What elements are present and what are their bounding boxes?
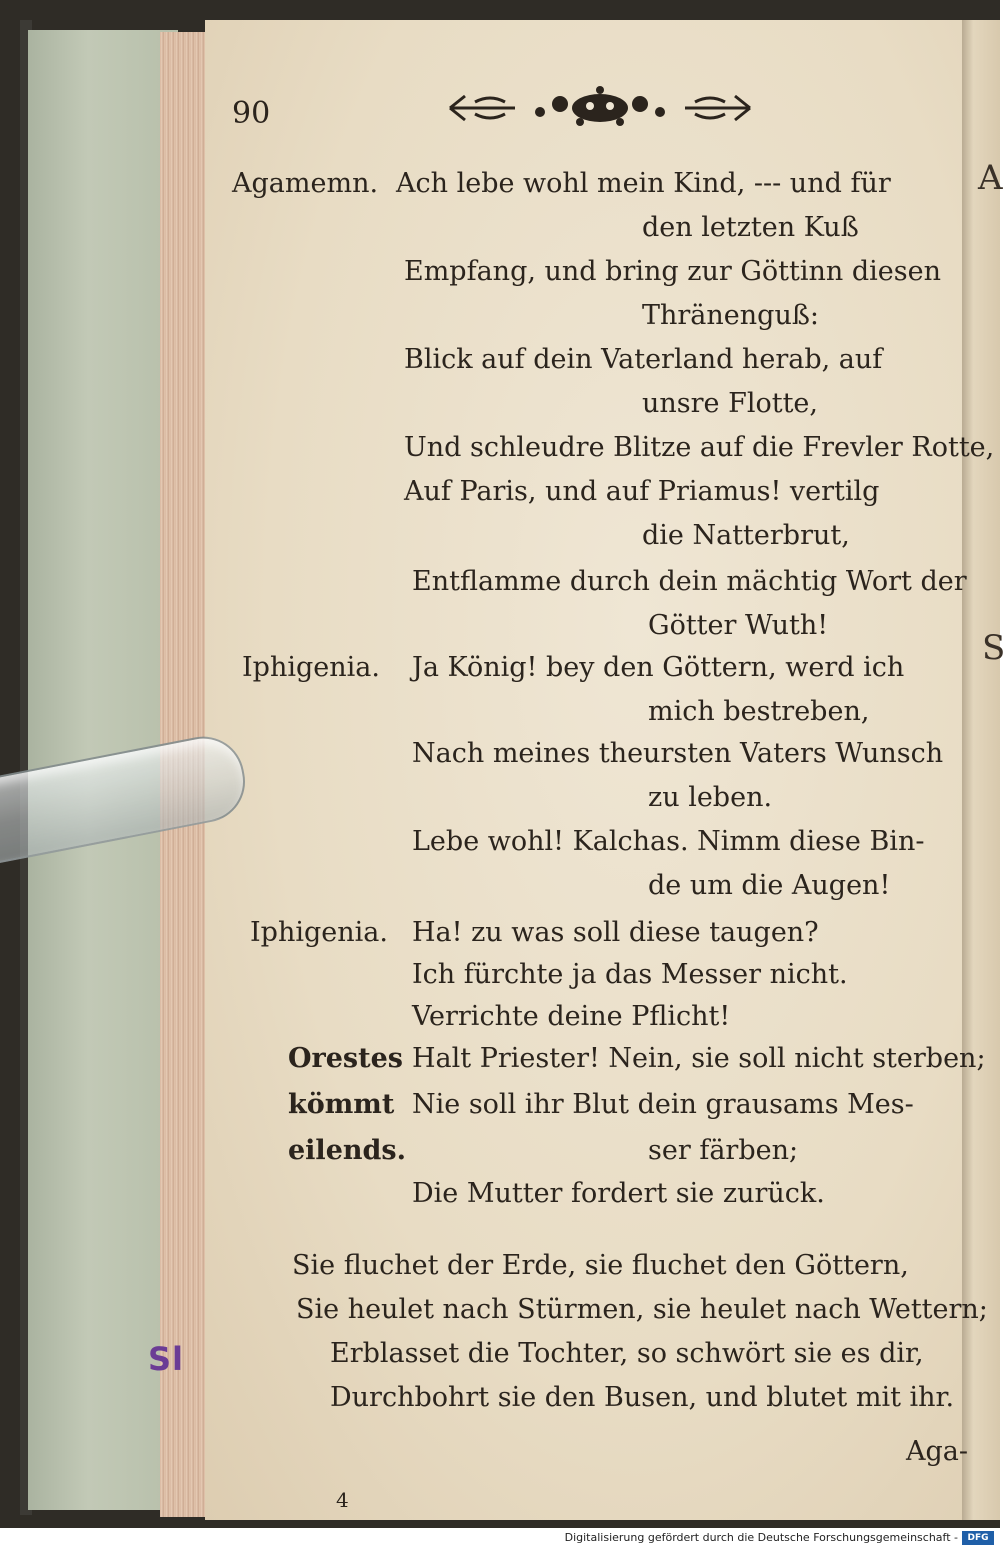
dfg-logo: DFG [962, 1531, 994, 1545]
catchword: Aga- [906, 1436, 969, 1467]
text-line: Nach meines theursten Vaters Wunsch [412, 738, 944, 769]
text-line: Blick auf dein Vaterland herab, auf [404, 344, 883, 375]
next-page-glyph: S [982, 628, 1005, 668]
text-line: Auf Paris, und auf Priamus! vertilg [404, 476, 880, 507]
speaker-agamemnon: Agamemn. [232, 168, 379, 199]
stage-direction-line: kömmt [288, 1089, 395, 1120]
text-line: Die Mutter fordert sie zurück. [412, 1178, 825, 1209]
signature-mark: 4 [336, 1488, 349, 1512]
next-page-glyph: A [978, 158, 1003, 198]
text-line: Entflamme durch dein mächtig Wort der [412, 566, 967, 597]
text-line: Ach lebe wohl mein Kind, --- und für [396, 168, 891, 199]
text-line: Götter Wuth! [648, 610, 829, 641]
text-line: Halt Priester! Nein, sie soll nicht sterben; [412, 1043, 986, 1074]
verse-line: Erblasset die Tochter, so schwört sie es dir, [330, 1338, 924, 1369]
verse-line: Sie fluchet der Erde, sie fluchet den Göttern, [292, 1250, 909, 1281]
text-line: ser färben; [648, 1135, 799, 1166]
text-line: Verrichte deine Pflicht! [412, 1001, 731, 1032]
text-line: Ha! zu was soll diese taugen? [412, 917, 819, 948]
digitization-credit-bar [0, 1528, 1000, 1549]
verse-line: Durchbohrt sie den Busen, und blutet mit ihr. [330, 1382, 955, 1413]
text-line: die Natterbrut, [642, 520, 850, 551]
text-line: mich bestreben, [648, 696, 870, 727]
text-line: Empfang, und bring zur Göttinn diesen [404, 256, 941, 287]
library-stamp: Sl [148, 1340, 185, 1378]
text-line: zu leben. [648, 782, 773, 813]
text-line: Thränenguß: [642, 300, 819, 331]
speaker-iphigenia: Iphigenia. [242, 652, 380, 683]
text-line: den letzten Kuß [642, 212, 859, 243]
stage-direction-line: Orestes [288, 1043, 403, 1074]
credit-text: Digitalisierung gefördert durch die Deutsche Forschungsgemeinschaft - [564, 1531, 958, 1544]
text-line: Und schleudre Blitze auf die Frevler Rotte, [404, 432, 995, 463]
text-line: Lebe wohl! Kalchas. Nimm diese Bin- [412, 826, 925, 857]
text-line: unsre Flotte, [642, 388, 818, 419]
verse-line: Sie heulet nach Stürmen, sie heulet nach Wettern; [296, 1294, 988, 1325]
speaker-iphigenia: Iphigenia. [250, 917, 388, 948]
text-line: de um die Augen! [648, 870, 891, 901]
stage-direction-line: eilends. [288, 1135, 406, 1166]
text-line: Nie soll ihr Blut dein grausams Mes- [412, 1089, 914, 1120]
text-line: Ja König! bey den Göttern, werd ich [412, 652, 905, 683]
text-line: Ich fürchte ja das Messer nicht. [412, 959, 848, 990]
page-number: 90 [232, 96, 271, 131]
ornament-icon [445, 84, 755, 132]
